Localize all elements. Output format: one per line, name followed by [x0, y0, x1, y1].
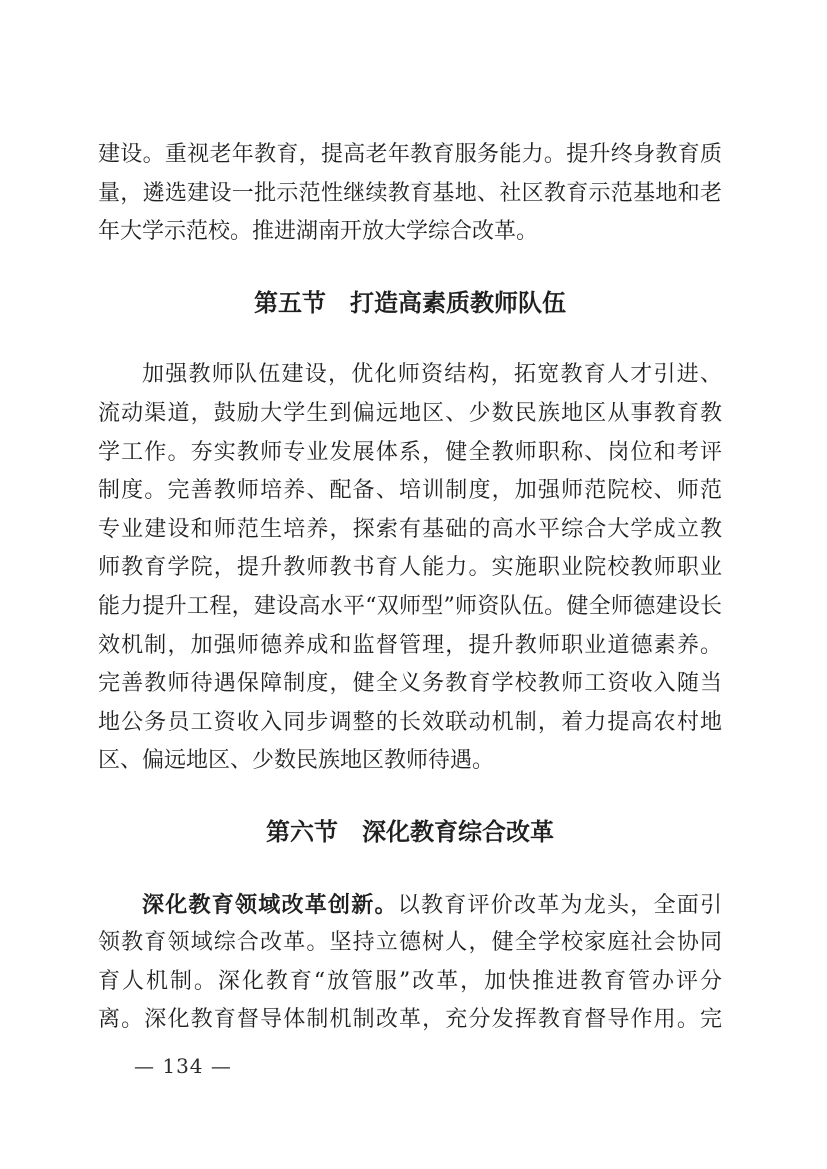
- text-line: 制度。完善教师培养、配备、培训制度，加强师范院校、师范: [98, 478, 722, 504]
- text-line: 完善教师待遇保障制度，健全义务教育学校教师工资收入随当: [98, 671, 722, 697]
- section5-heading: 第五节 打造高素质教师队伍: [254, 287, 566, 317]
- text-line: 育人机制。深化教育“放管服”改革，加快推进教育管办评分: [98, 968, 722, 994]
- text-line: 离。深化教育督导体制机制改革，充分发挥教育督导作用。完: [98, 1007, 722, 1033]
- text-line: 领教育领域综合改革。坚持立德树人，健全学校家庭社会协同: [98, 930, 722, 956]
- text-line: 能力提升工程，建设高水平“双师型”师资队伍。健全师德建设长: [98, 593, 722, 619]
- text-line: 量，遴选建设一批示范性继续教育基地、社区教育示范基地和老: [98, 180, 722, 206]
- text-line: 建设。重视老年教育，提高老年教育服务能力。提升终身教育质: [98, 142, 722, 167]
- section5-paragraph: [98, 356, 722, 781]
- section6-paragraph: [98, 886, 722, 1040]
- paragraph-continuation: [98, 136, 722, 252]
- page-number: — 134 —: [134, 1054, 232, 1078]
- text-line: 师教育学院，提升教师教书育人能力。实施职业院校教师职业: [98, 555, 722, 581]
- paragraph-lead-bold: 深化教育领域改革创新。: [142, 891, 398, 918]
- text-block: [98, 136, 722, 1040]
- text-line: 流动渠道，鼓励大学生到偏远地区、少数民族地区从事教育教: [98, 400, 722, 426]
- paragraph-lead-rest: 以教育评价改革为龙头，全面引: [397, 892, 722, 918]
- text-line: 学工作。夯实教师专业发展体系，健全教师职称、岗位和考评: [98, 439, 722, 465]
- section6-heading: 第六节 深化教育综合改革: [266, 816, 554, 846]
- text-line: [98, 886, 722, 925]
- text-line: 效机制，加强师德养成和监督管理，提升教师职业道德素养。: [98, 632, 722, 658]
- text-line: 加强教师队伍建设，优化师资结构，拓宽教育人才引进、: [142, 362, 722, 388]
- text-line: 地公务员工资收入同步调整的长效联动机制，着力提高农村地: [98, 709, 722, 735]
- text-line: 区、偏远地区、少数民族地区教师待遇。: [98, 748, 495, 774]
- text-line: 年大学示范校。推进湖南开放大学综合改革。: [98, 219, 539, 245]
- text-line: 专业建设和师范生培养，探索有基础的高水平综合大学成立教: [98, 516, 722, 542]
